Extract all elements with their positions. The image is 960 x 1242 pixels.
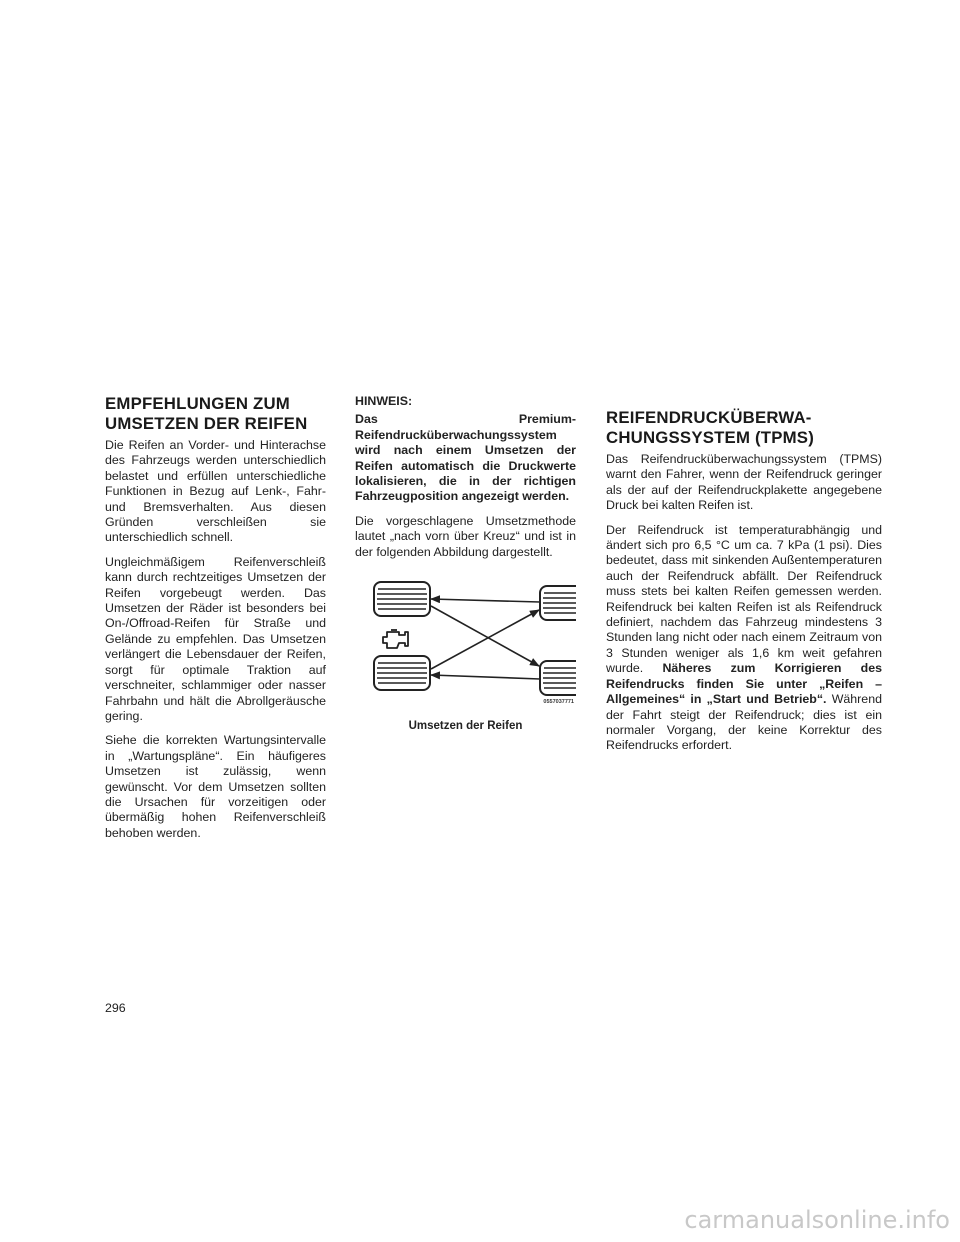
arrow-rear-to-front-bottom xyxy=(431,675,540,679)
paragraph-2-reference: Näheres zum Korrigieren des Reifendrucks finden Sie unter „Reifen – Allgemeines“ in „Start und Betrieb“. xyxy=(606,661,882,707)
tire-rotation-diagram xyxy=(355,580,576,715)
tire-rear-right xyxy=(540,661,576,695)
column-left xyxy=(105,394,326,850)
tire-rear-left xyxy=(540,586,576,620)
arrow-cross-front-to-rear-down xyxy=(431,606,539,666)
paragraph-2-text-a: Der Reifendruck ist temperaturabhängig und ändert sich pro 6,5 °C um ca. 7 kPa (1 psi). Dies bedeutet, dass mit sinkenden Außentemperaturen auch der Reifendruck abfällt. Der Reifendruck muss stets bei kalten Reifen gemessen werden. Reifendruck bei kalten Reifen ist als Reifendruck definiert, nachdem das Fahrzeug mindestens 3 Stunden lang nicht oder nach einem Zeitraum von 3 Stunden weniger als 1,6 km weit gefahren wurde. xyxy=(606,522,882,676)
paragraph-3: Siehe die korrekten Wartungsintervalle in „Wartungspläne“. Ein häufigeres Umsetzen ist zulässig, wenn gewünscht. Vor dem Umsetzen sollten die Ursachen für vorzeitigen oder übermäßig hohen Reifenverschleiß behoben werden. xyxy=(105,733,326,840)
heading-line-2: UMSETZEN DER REIFEN xyxy=(105,414,308,433)
heading-tpms xyxy=(606,408,882,448)
page-number: 296 xyxy=(105,1001,126,1015)
paragraph-2-text-b: Während der Fahrt steigt der Reifendruck; dies ist ein normaler Vorgang, der keine Korrektur des Reifendrucks erfordert. xyxy=(606,692,882,753)
heading-line-1: EMPFEHLUNGEN ZUM xyxy=(105,394,290,413)
arrow-cross-front-to-rear-up xyxy=(431,610,539,669)
tire-front-left xyxy=(374,582,430,616)
column-right xyxy=(606,394,882,763)
watermark: carmanualsonline.info xyxy=(684,1206,950,1234)
paragraph-1: Das Reifendrucküberwachungssystem (TPMS) warnt den Fahrer, wenn der Reifendruck geringer als der auf der Reifendruckplakette angegebene Druck bei kalten Reifen ist. xyxy=(606,452,882,513)
paragraph-2 xyxy=(606,523,882,754)
heading-line-2: CHUNGSSYSTEM (TPMS) xyxy=(606,428,814,447)
rotation-method-paragraph: Die vorgeschlagene Umsetzmethode lautet „nach vorn über Kreuz“ und ist in der folgenden Abbildung dargestellt. xyxy=(355,513,576,559)
paragraph-1: Die Reifen an Vorder- und Hinterachse des Fahrzeugs werden unterschiedlich belastet und erfüllen unterschiedliche Funktionen in Bezug auf Lenk-, Fahr- und Bremsverhalten. Aus diesen Gründen verschleißen sie unterschiedlich schnell. xyxy=(105,438,326,545)
column-middle xyxy=(355,394,576,733)
engine-icon xyxy=(383,630,408,648)
heading-tire-rotation xyxy=(105,394,326,434)
note-label: HINWEIS: xyxy=(355,394,413,408)
heading-line-1: REIFENDRUCKÜBERWA- xyxy=(606,408,812,427)
figure-code: 0557037771 xyxy=(543,699,574,706)
arrow-rear-to-front-top xyxy=(431,599,540,602)
paragraph-2: Ungleichmäßigem Reifenverschleiß kann durch rechtzeitiges Umsetzen der Reifen vorgebeugt werden. Das Umsetzen der Räder ist besonders bei On-/Offroad-Reifen für Straße und Gelände zu empfehlen. Das Umsetzen verlängert die Lebensdauer der Reifen, sorgt für optimale Traktion auf verschneiter, schlammiger oder nasser Fahrbahn und hält die Abrollgeräusche gering. xyxy=(105,554,326,723)
figure-caption: Umsetzen der Reifen xyxy=(408,720,523,733)
tire-rotation-figure xyxy=(355,580,576,733)
tire-front-right xyxy=(374,656,430,690)
note-text: Das Premium-Reifendrucküberwachungssystem wird nach einem Umsetzen der Reifen automatisch die Druckwerte lokalisieren, die in der richtigen Fahrzeugposition angezeigt werden. xyxy=(355,412,576,504)
